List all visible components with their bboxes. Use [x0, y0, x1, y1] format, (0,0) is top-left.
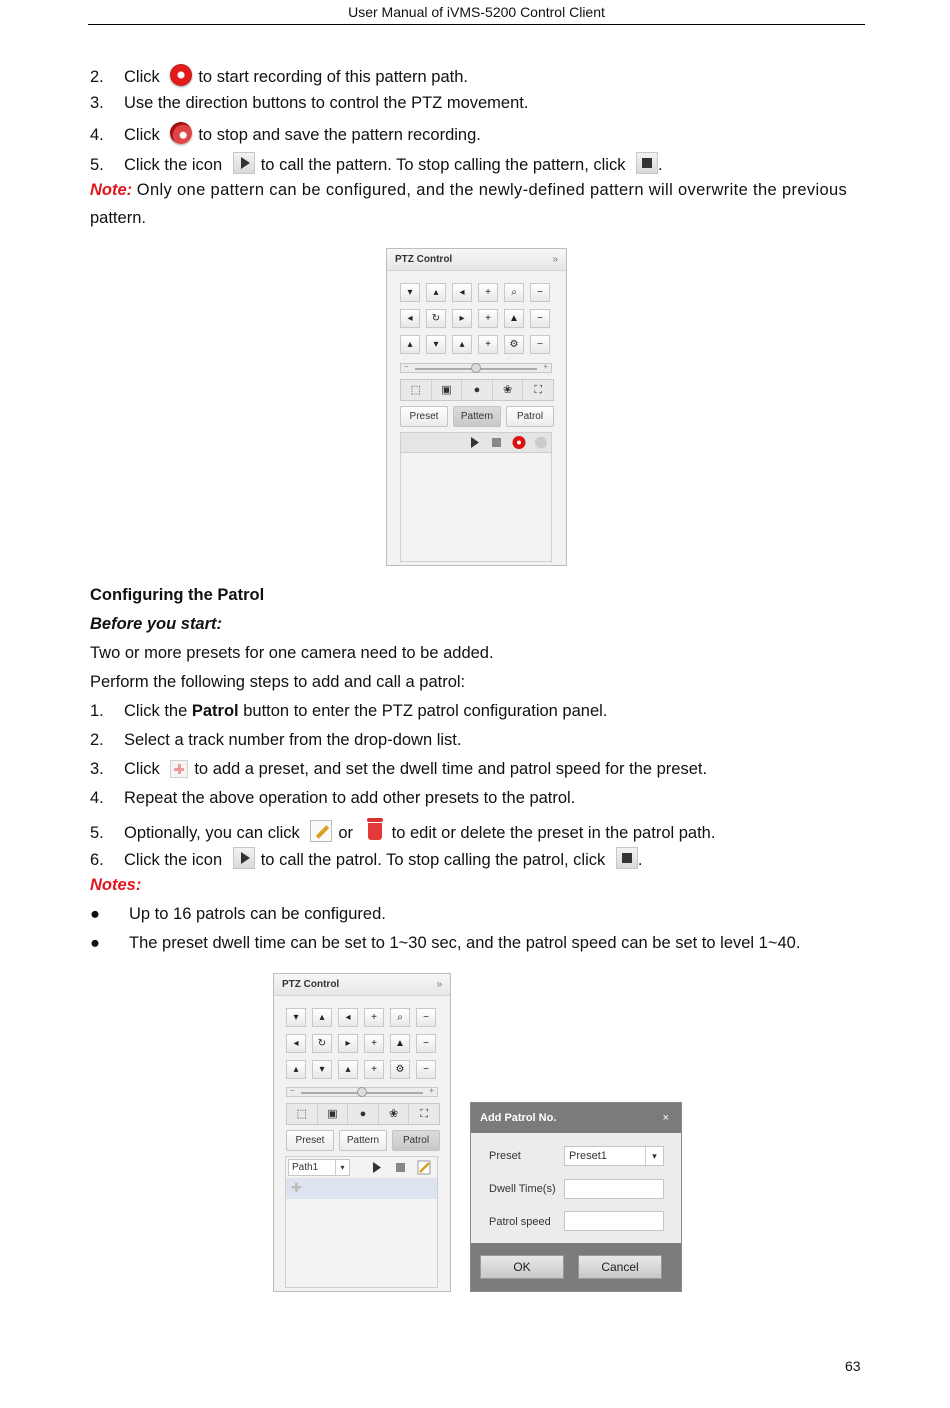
pattern-step-4: 4. Click to stop and save the pattern recording.: [90, 122, 481, 146]
page-number: 63: [845, 1358, 861, 1374]
record-icon: [170, 64, 192, 86]
ptz-tabs: [286, 1130, 440, 1151]
zoom-in-button[interactable]: +: [364, 1008, 384, 1027]
iris-icon[interactable]: ⚙: [390, 1060, 410, 1079]
zoom-area-icon[interactable]: ▣: [431, 380, 462, 400]
patrol-step-6: 6. Click the icon to call the patrol. To stop calling the patrol, click .: [90, 847, 642, 871]
focus-out-button[interactable]: −: [416, 1034, 436, 1053]
dialog-footer: [471, 1243, 681, 1291]
iris-open-button[interactable]: +: [364, 1060, 384, 1079]
add-patrol-dialog: [470, 1102, 682, 1292]
ptz-button[interactable]: ▴: [312, 1008, 332, 1027]
ptz-button[interactable]: ▸: [452, 309, 472, 328]
ptz-direction-grid: [286, 1008, 436, 1079]
dwell-time-field[interactable]: [564, 1179, 664, 1199]
pattern-step-2: 2. Click to start recording of this pattern path.: [90, 64, 468, 88]
preset-select[interactable]: Preset1 ▾: [564, 1146, 664, 1166]
patrol-speed-label: Patrol speed: [489, 1216, 551, 1228]
tab-patrol[interactable]: Patrol: [392, 1130, 440, 1151]
intro-line-2: Perform the following steps to add and call a patrol:: [90, 673, 466, 691]
zoom-out-button[interactable]: −: [530, 283, 550, 302]
stop-record-icon: [170, 122, 192, 144]
ptz-button[interactable]: ◂: [286, 1034, 306, 1053]
preset-label: Preset: [489, 1150, 521, 1162]
add-preset-icon[interactable]: ✚: [291, 1180, 302, 1195]
zoom-in-button[interactable]: +: [478, 283, 498, 302]
bullet-icon: ●: [90, 905, 100, 923]
ok-button[interactable]: OK: [480, 1255, 564, 1279]
tab-pattern[interactable]: Pattern: [453, 406, 501, 427]
note-bullet-1: ● Up to 16 patrols can be configured.: [90, 905, 386, 923]
ptz-speed-slider[interactable]: − +: [286, 1087, 438, 1097]
path-select[interactable]: Path1 ▾: [288, 1159, 350, 1176]
running-header: User Manual of iVMS-5200 Control Client: [88, 4, 865, 25]
tab-pattern[interactable]: Pattern: [339, 1130, 387, 1151]
pattern-step-5: 5. Click the icon to call the pattern. To stop calling the pattern, click .: [90, 152, 663, 176]
stop-icon: [616, 847, 638, 869]
dwell-time-label: Dwell Time(s): [489, 1183, 556, 1195]
ptz-speed-slider[interactable]: − +: [400, 363, 552, 373]
before-you-start: Before you start:: [90, 615, 223, 633]
patrol-step-5: 5. Optionally, you can click or to edit or delete the preset in the patrol path.: [90, 818, 715, 844]
fullscreen-3d-icon[interactable]: ⬚: [296, 1108, 307, 1120]
close-icon[interactable]: ×: [662, 1112, 669, 1124]
tab-preset[interactable]: Preset: [286, 1130, 334, 1151]
slider-knob[interactable]: [471, 363, 481, 373]
collapse-icon[interactable]: »: [552, 254, 558, 265]
ptz-panel-title: PTZ Control »: [274, 974, 450, 996]
pattern-toolbar: [401, 433, 551, 453]
stop-record-icon[interactable]: [535, 437, 547, 449]
patrol-step-2: 2. Select a track number from the drop-down list.: [90, 731, 462, 749]
collapse-icon[interactable]: »: [436, 979, 442, 990]
add-preset-icon: [170, 760, 188, 778]
intro-line-1: Two or more presets for one camera need to be added.: [90, 644, 494, 662]
note-bullet-2: ● The preset dwell time can be set to 1~30 sec, and the patrol speed can be set to level 1~40.: [90, 934, 801, 952]
delete-icon: [364, 818, 386, 842]
ptz-button[interactable]: ▸: [338, 1034, 358, 1053]
fullscreen-3d-icon[interactable]: ⬚: [410, 384, 421, 396]
patrol-add-row[interactable]: [286, 1178, 437, 1199]
ptz-control-panel-pattern: [386, 248, 567, 566]
ptz-button[interactable]: ▾: [286, 1008, 306, 1027]
auto-scan-icon[interactable]: ↻: [426, 309, 446, 328]
section-heading: Configuring the Patrol: [90, 586, 265, 604]
notes-label: Notes:: [90, 876, 142, 894]
ptz-button[interactable]: ▾: [400, 283, 420, 302]
pattern-step-3: 3. Use the direction buttons to control the PTZ movement.: [90, 94, 529, 112]
patrol-speed-field[interactable]: [564, 1211, 664, 1231]
iris-open-button[interactable]: +: [478, 335, 498, 354]
stop-icon[interactable]: [396, 1163, 405, 1172]
stop-icon: [636, 152, 658, 174]
play-icon: [233, 152, 255, 174]
ptz-tool-row: [286, 1103, 440, 1125]
patrol-step-4: 4. Repeat the above operation to add other presets to the patrol.: [90, 789, 576, 807]
ptz-button[interactable]: ◂: [400, 309, 420, 328]
cancel-button[interactable]: Cancel: [578, 1255, 662, 1279]
zoom-icon[interactable]: ⌕: [390, 1008, 410, 1027]
bullet-icon: ●: [90, 934, 100, 952]
expand-icon[interactable]: ⛶: [408, 1104, 439, 1124]
light-icon[interactable]: ●: [347, 1104, 378, 1124]
ptz-button[interactable]: ◂: [338, 1008, 358, 1027]
patrol-step-1: 1. Click the Patrol button to enter the PTZ patrol configuration panel.: [90, 702, 608, 720]
light-icon[interactable]: ●: [461, 380, 492, 400]
ptz-button[interactable]: ▾: [426, 335, 446, 354]
patrol-step-3: 3. Click to add a preset, and set the dwell time and patrol speed for the preset.: [90, 760, 708, 778]
zoom-area-icon[interactable]: ▣: [317, 1104, 348, 1124]
slider-knob[interactable]: [357, 1087, 367, 1097]
chevron-down-icon: ▾: [335, 1160, 349, 1175]
iris-close-button[interactable]: −: [416, 1060, 436, 1079]
zoom-icon[interactable]: ⌕: [504, 283, 524, 302]
pattern-list: [400, 432, 552, 562]
focus-in-button[interactable]: +: [478, 309, 498, 328]
focus-icon[interactable]: ▲: [504, 309, 524, 328]
expand-icon[interactable]: ⛶: [522, 380, 553, 400]
ptz-button[interactable]: ◂: [452, 283, 472, 302]
focus-out-button[interactable]: −: [530, 309, 550, 328]
edit-icon: [310, 820, 332, 842]
focus-icon[interactable]: ▲: [390, 1034, 410, 1053]
ptz-tabs: [400, 406, 554, 427]
tab-preset[interactable]: Preset: [400, 406, 448, 427]
play-icon[interactable]: [471, 437, 479, 448]
ptz-button[interactable]: ▴: [286, 1060, 306, 1079]
ptz-direction-grid: [400, 283, 550, 354]
focus-in-button[interactable]: +: [364, 1034, 384, 1053]
ptz-button[interactable]: ▴: [426, 283, 446, 302]
iris-icon[interactable]: ⚙: [504, 335, 524, 354]
patrol-list: [285, 1156, 438, 1288]
tab-patrol[interactable]: Patrol: [506, 406, 554, 427]
wiper-icon[interactable]: ❀: [492, 380, 523, 400]
ptz-button[interactable]: ▴: [400, 335, 420, 354]
ptz-button[interactable]: ▾: [312, 1060, 332, 1079]
pattern-note-cont: pattern.: [90, 209, 146, 227]
pattern-note: Note: Only one pattern can be configured, and the newly-defined pattern will overwrite the previous: [90, 181, 848, 199]
ptz-tool-row: [400, 379, 554, 401]
play-icon: [233, 847, 255, 869]
wiper-icon[interactable]: ❀: [378, 1104, 409, 1124]
stop-icon[interactable]: [492, 438, 501, 447]
chevron-down-icon: ▾: [645, 1147, 663, 1165]
ptz-control-panel-patrol: [273, 973, 451, 1292]
play-icon[interactable]: [373, 1162, 381, 1173]
auto-scan-icon[interactable]: ↻: [312, 1034, 332, 1053]
ptz-button[interactable]: ▴: [452, 335, 472, 354]
zoom-out-button[interactable]: −: [416, 1008, 436, 1027]
iris-close-button[interactable]: −: [530, 335, 550, 354]
dialog-title: Add Patrol No. ×: [471, 1103, 681, 1133]
ptz-panel-title: PTZ Control »: [387, 249, 566, 271]
ptz-button[interactable]: ▴: [338, 1060, 358, 1079]
